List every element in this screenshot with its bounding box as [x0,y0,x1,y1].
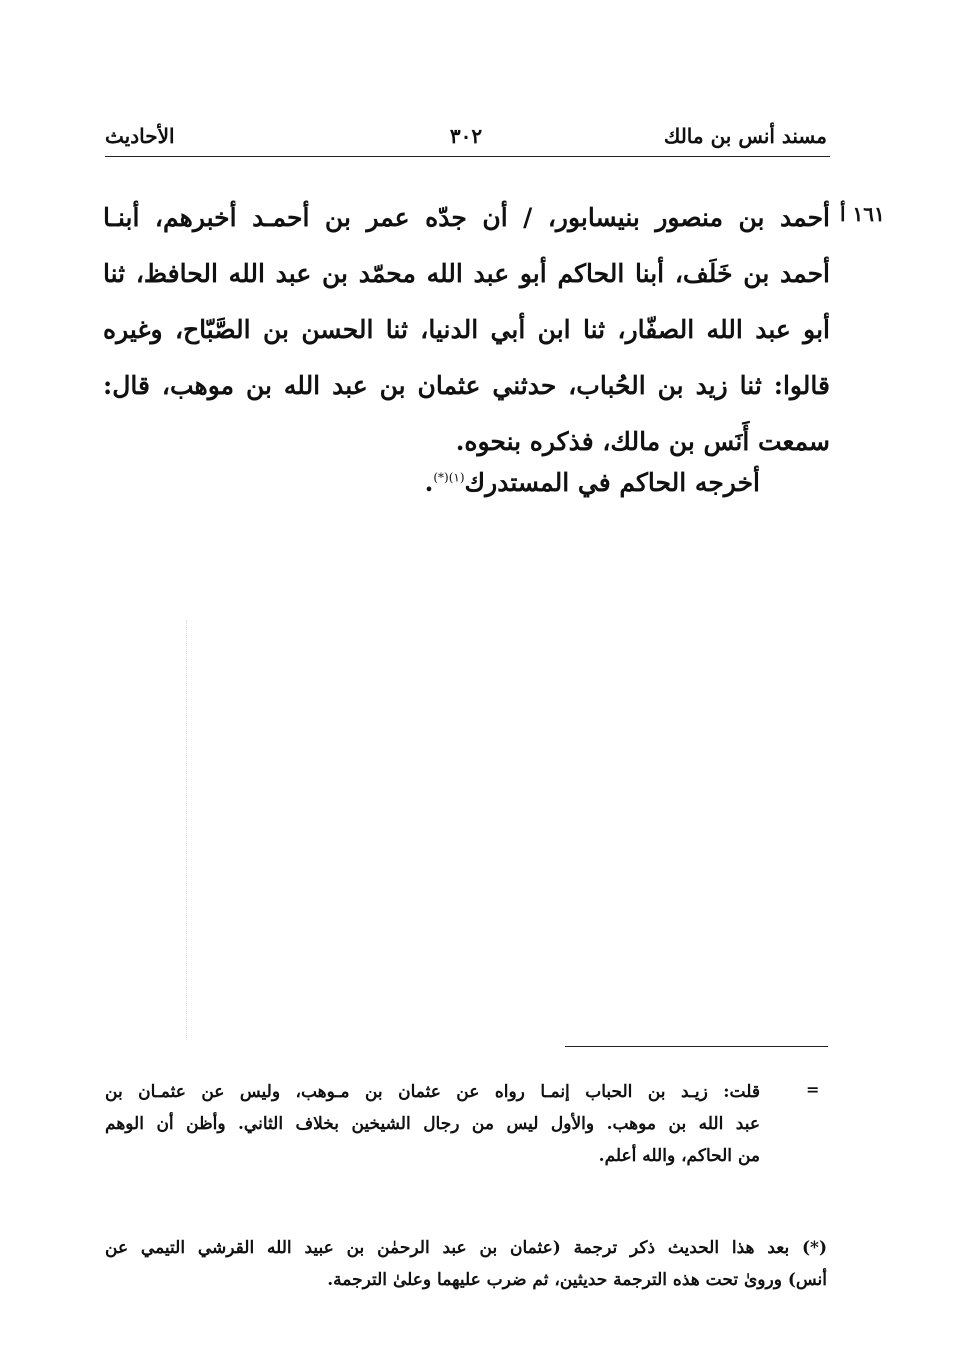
manuscript-folio-note: ١٦١ أ [840,202,885,226]
takhrij-end: . [424,468,434,497]
hadith-line: قالوا: ثنا زيد بن الحُباب، حدثني عثمان بن عبد الله بن موهب، قال: [103,371,830,400]
hadith-line: أحمد بن خَلَف، أبنا الحاكم أبو عبد الله محمّد بن عبد الله الحافظ، ثنا [103,259,830,288]
footnote-continuation-mark: = [806,1080,820,1099]
hadith-text [103,190,830,470]
takhrij-note [300,468,760,497]
section-title: الأحاديث [105,124,175,148]
footnote-2 [105,1232,827,1296]
footnote-line: (*) بعد هذا الحديث ذكر ترجمة (عثمان بن عبد الرحمٰن بن عبيد الله القرشي التيمي عن [105,1238,827,1258]
footnote-line: قلت: زيـد بن الحباب إنمـا رواه عن عثمان بن مـوهب، وليس عن عثمـان بن [105,1082,760,1102]
header-divider [105,156,830,157]
hadith-line: سمعت أَنَس بن مالك، فذكره بنحوه. [455,427,830,456]
page-number: ٣٠٢ [449,124,483,148]
book-title: مسند أنس بن مالك [663,124,827,148]
running-header [105,124,827,160]
hadith-line: أحمد بن منصور بنيسابور، / أن جدّه عمر بن أحمـد أخبرهم، أبنـا [103,203,830,232]
footnote-line: عبد الله بن موهب. والأول ليس من رجال الشيخين بخلاف الثاني. وأظن أن الوهم [105,1114,760,1134]
takhrij-text: أخرجه الحاكم في المستدرك [464,468,760,497]
footnote-divider [565,1046,828,1047]
footnote-line: أنس) وروىٰ تحت هذه الترجمة حديثين، ثم ضرب عليهما وعلىٰ الترجمة. [327,1270,827,1290]
scan-artifact [186,620,188,1040]
hadith-line: أبو عبد الله الصفّار، ثنا ابن أبي الدنيا، ثنا الحسن بن الصَّبّاح، وغيره [103,315,830,344]
footnote-line: من الحاكم، والله أعلم. [598,1146,760,1166]
footnote-ref: (١)(*) [433,470,465,485]
footnote-1 [105,1076,760,1172]
